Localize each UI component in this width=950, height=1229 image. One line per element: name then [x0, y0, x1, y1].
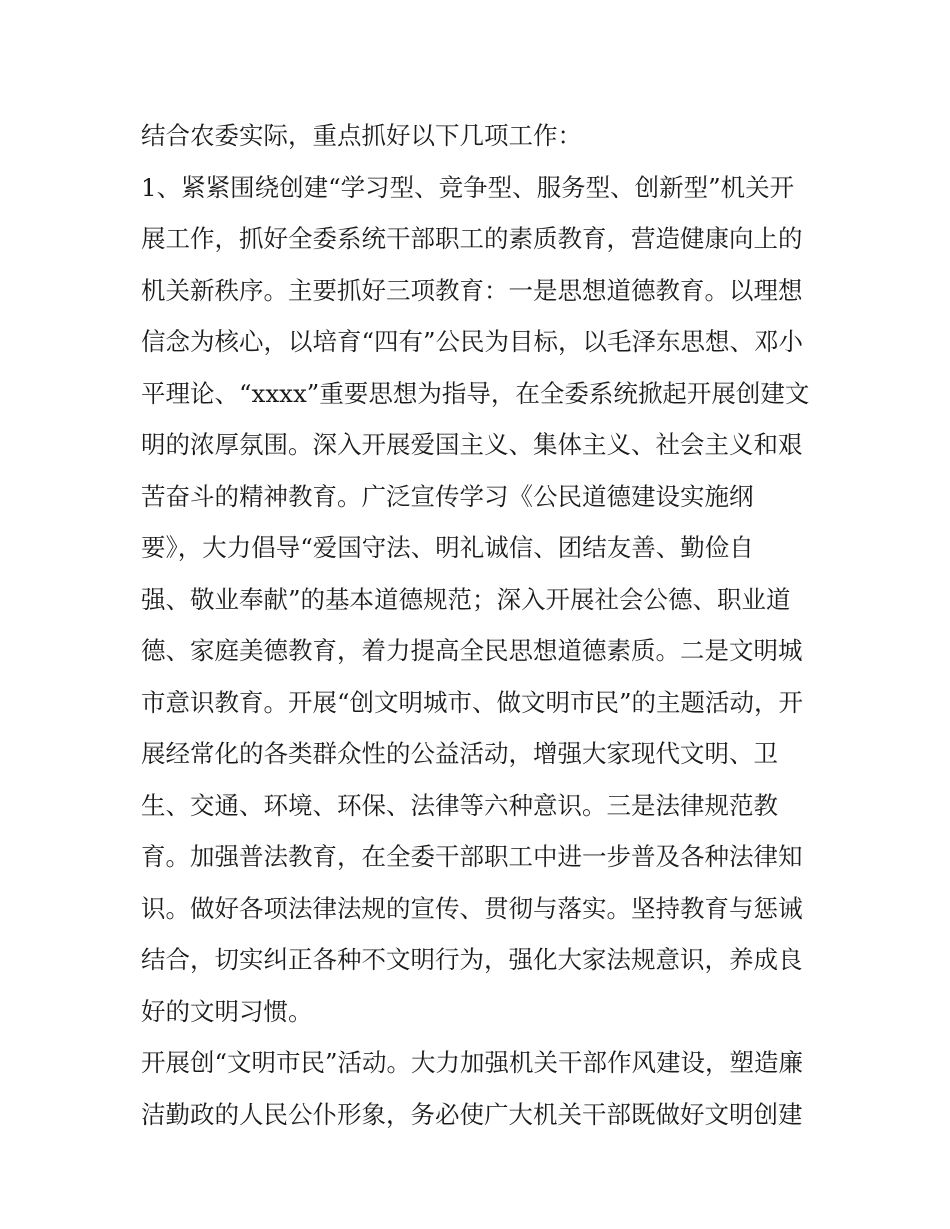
text-line: 强、敬业奉献”的基本道德规范；深入开展社会公德、职业道: [141, 584, 791, 614]
text-line: 明的浓厚氛围。深入开展爱国主义、集体主义、社会主义和艰: [141, 430, 803, 459]
text-line: 平理论、“xxxx”重要思想为指导，在全委系统掀起开展创建文: [141, 378, 810, 408]
body-text: [141, 110, 821, 1140]
text-line: 展工作，抓好全委系统干部职工的素质教育，营造健康向上的: [141, 224, 803, 253]
text-line: 识。做好各项法律法规的宣传、贯彻与落实。坚持教育与惩诫: [141, 893, 803, 923]
text-line: 结合农委实际，重点抓好以下几项工作：: [141, 121, 582, 150]
text-line: 洁勤政的人民公仆形象，务必使广大机关干部既做好文明创建: [141, 1099, 803, 1129]
text-line: 机关新秩序。主要抓好三项教育：一是思想道德教育。以理想: [141, 275, 803, 305]
text-line: 育。加强普法教育，在全委干部职工中进一步普及各种法律知: [141, 842, 803, 871]
text-line: 要》，大力倡导“爱国守法、明礼诚信、团结友善、勤俭自: [141, 533, 754, 562]
text-line: 结合，切实纠正各种不文明行为，强化大家法规意识，养成良: [141, 945, 803, 974]
text-line: 开展创“文明市民”活动。大力加强机关干部作风建设，塑造廉: [141, 1048, 804, 1077]
text-line: 好的文明习惯。: [141, 996, 313, 1026]
text-line: 市意识教育。开展“创文明城市、做文明市民”的主题活动，开: [141, 687, 804, 717]
text-line: 德、家庭美德教育，着力提高全民思想道德素质。二是文明城: [141, 636, 803, 665]
text-line: 生、交通、环境、环保、法律等六种意识。三是法律规范教: [141, 790, 778, 820]
text-line: 苦奋斗的精神教育。广泛宣传学习《公民道德建设实施纲: [141, 481, 754, 511]
text-line: 展经常化的各类群众性的公益活动，增强大家现代文明、卫: [141, 739, 778, 768]
text-line: 信念为核心，以培育“四有”公民为目标，以毛泽东思想、邓小: [141, 327, 804, 356]
text-line: 1、紧紧围绕创建“学习型、竞争型、服务型、创新型”机关开: [141, 172, 795, 202]
